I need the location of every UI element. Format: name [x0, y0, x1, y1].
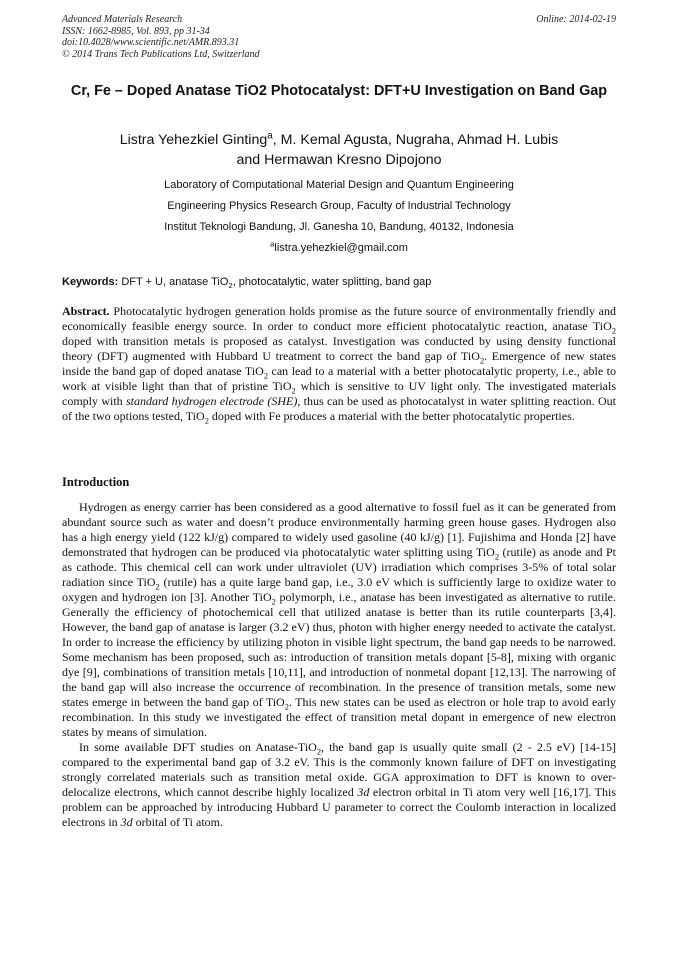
- affil-email-line: [62, 238, 616, 259]
- section-heading-introduction: Introduction: [62, 475, 130, 489]
- online-date: Online: 2014-02-19: [536, 14, 616, 25]
- authors-rest: , M. Kemal Agusta, Nugraha, Ahmad H. Lubis: [272, 132, 559, 148]
- keywords-text-1: DFT + U, anatase TiO: [121, 276, 229, 288]
- affil-lab: Laboratory of Computational Material Design and Quantum Engineering: [164, 179, 514, 191]
- intro-paragraph-2: In some available DFT studies on Anatase-TiO$_2$, the band gap is usually quite small (2 - 2.5 eV) [14-15] compared to the experimental band gap of 3.2 eV. This is the commonly known failure of DFT on investigating strongly correlated materials such as transition metal oxide. GGA approximation to DFT is known to over-delocalize electrons, which cannot describe highly localized 3d electron orbital in Ti atom very well [16,17]. This problem can be approached by introducing Hubbard U parameter to correct the Coulomb interaction in localized electrons in 3d orbital of Ti atom.: [62, 740, 617, 829]
- copyright-line: © 2014 Trans Tech Publications Ltd, Switzerland: [62, 48, 260, 60]
- author-first: Listra Yehezkiel Ginting: [119, 132, 268, 148]
- abstract: Abstract. Photocatalytic hydrogen generation holds promise as the future source of environmentally friendly and economically feasible energy source. In order to conduct more efficient photocatalytic reaction, anatase TiO$_2$ doped with transition metals is proposed as catalyst. Investigation was conducted by using density functional theory (DFT) augmented with Hubbard U treatment to correct the band gap of TiO$_2$. Emergence of new states inside the band gap of doped anatase TiO$_2$ can lead to a material with a better photocatalytic property, i.e., able to work at visible light than that of pristine TiO$_2$ which is sensitive to UV light only. The investigated materials comply with standard hydrogen electrode (SHE), thus can be used as photocatalyst in water splitting reaction. Out of the two options tested, TiO$_2$ doped with Fe produces a material with the better photocatalytic properties.: [62, 304, 617, 426]
- author-list: [62, 131, 616, 170]
- keywords: Keywords: DFT + U, anatase TiO$_2$, photocatalytic, water splitting, band gap: [62, 276, 432, 291]
- affil-group: Engineering Physics Research Group, Faculty of Industrial Technology: [167, 200, 511, 212]
- keywords-label: Keywords:: [62, 276, 119, 288]
- journal-meta: [62, 14, 260, 60]
- paper-title: Cr, Fe – Doped Anatase TiO2 Photocatalyst: DFT+U Investigation on Band Gap: [70, 83, 608, 99]
- keywords-text-2: , photocatalytic, water splitting, band gap: [232, 276, 432, 288]
- email-mark: a: [270, 239, 275, 249]
- issn-line: ISSN: 1662-8985, Vol. 893, pp 31-34: [62, 25, 210, 37]
- affiliation: [62, 175, 616, 259]
- introduction-body: [62, 500, 616, 830]
- affil-institute: Institut Teknologi Bandung, Jl. Ganesha 10, Bandung, 40132, Indonesia: [164, 221, 514, 233]
- intro-paragraph-1: Hydrogen as energy carrier has been considered as a good alternative to fossil fuel as it can be generated from abundant source such as water and doesn’t produce environmentally harming green house gases. Hydrogen also has a high energy yield (122 kJ/g) compared to widely used gasoline (40 kJ/g) [1]. Fujishima and Honda [2] have demonstrated that hydrogen can be produced via photocatalytic water splitting using TiO$_2$ (rutile) as anode and Pt as cathode. This chemical cell can work under ultraviolet (UV) irradiation which comprises 3-5% of total solar radiation since TiO$_2$ (rutile) has a quite large band gap, i.e., 3.0 eV which is sufficiently large to oxidize water to oxygen and hydrogen ion [3]. Another TiO$_2$ polymorph, i.e., anatase has been investigated as alternative to rutile. Generally the efficiency of photochemical cell that utilized anatase is better than its rutile counterparts [3,4]. However, the band gap of anatase is larger (3.2 eV) thus, photon with higher energy needed to activate the catalyst. In order to increase the efficiency by utilizing photon in visible light spectrum, the band gap needs to be narrowed. Some mechanism has been proposed, such as: introduction of transition metals dopant [5-8], mixing with organic dye [9], combinations of transition metals [10,11], and introduction of nonmetal dopant [12,13]. The narrowing of the band gap will also increase the occurrence of recombination. In the presence of transition metals, some new states emerge in between the band gap of TiO$_2$. This new states can be used as electron or hole trap to avoid early recombination. In this study we investigated the effect of transition metal dopant in emergence of new electron states by means of simulation.: [62, 500, 617, 739]
- authors-line2: and Hermawan Kresno Dipojono: [236, 151, 442, 168]
- author-mark: a: [267, 130, 273, 142]
- abstract-label: Abstract.: [62, 304, 110, 318]
- journal-name: Advanced Materials Research: [62, 14, 183, 25]
- author-email[interactable]: listra.yehezkiel@gmail.com: [274, 242, 408, 254]
- doi-line: doi:10.4028/www.scientific.net/AMR.893.31: [62, 37, 240, 48]
